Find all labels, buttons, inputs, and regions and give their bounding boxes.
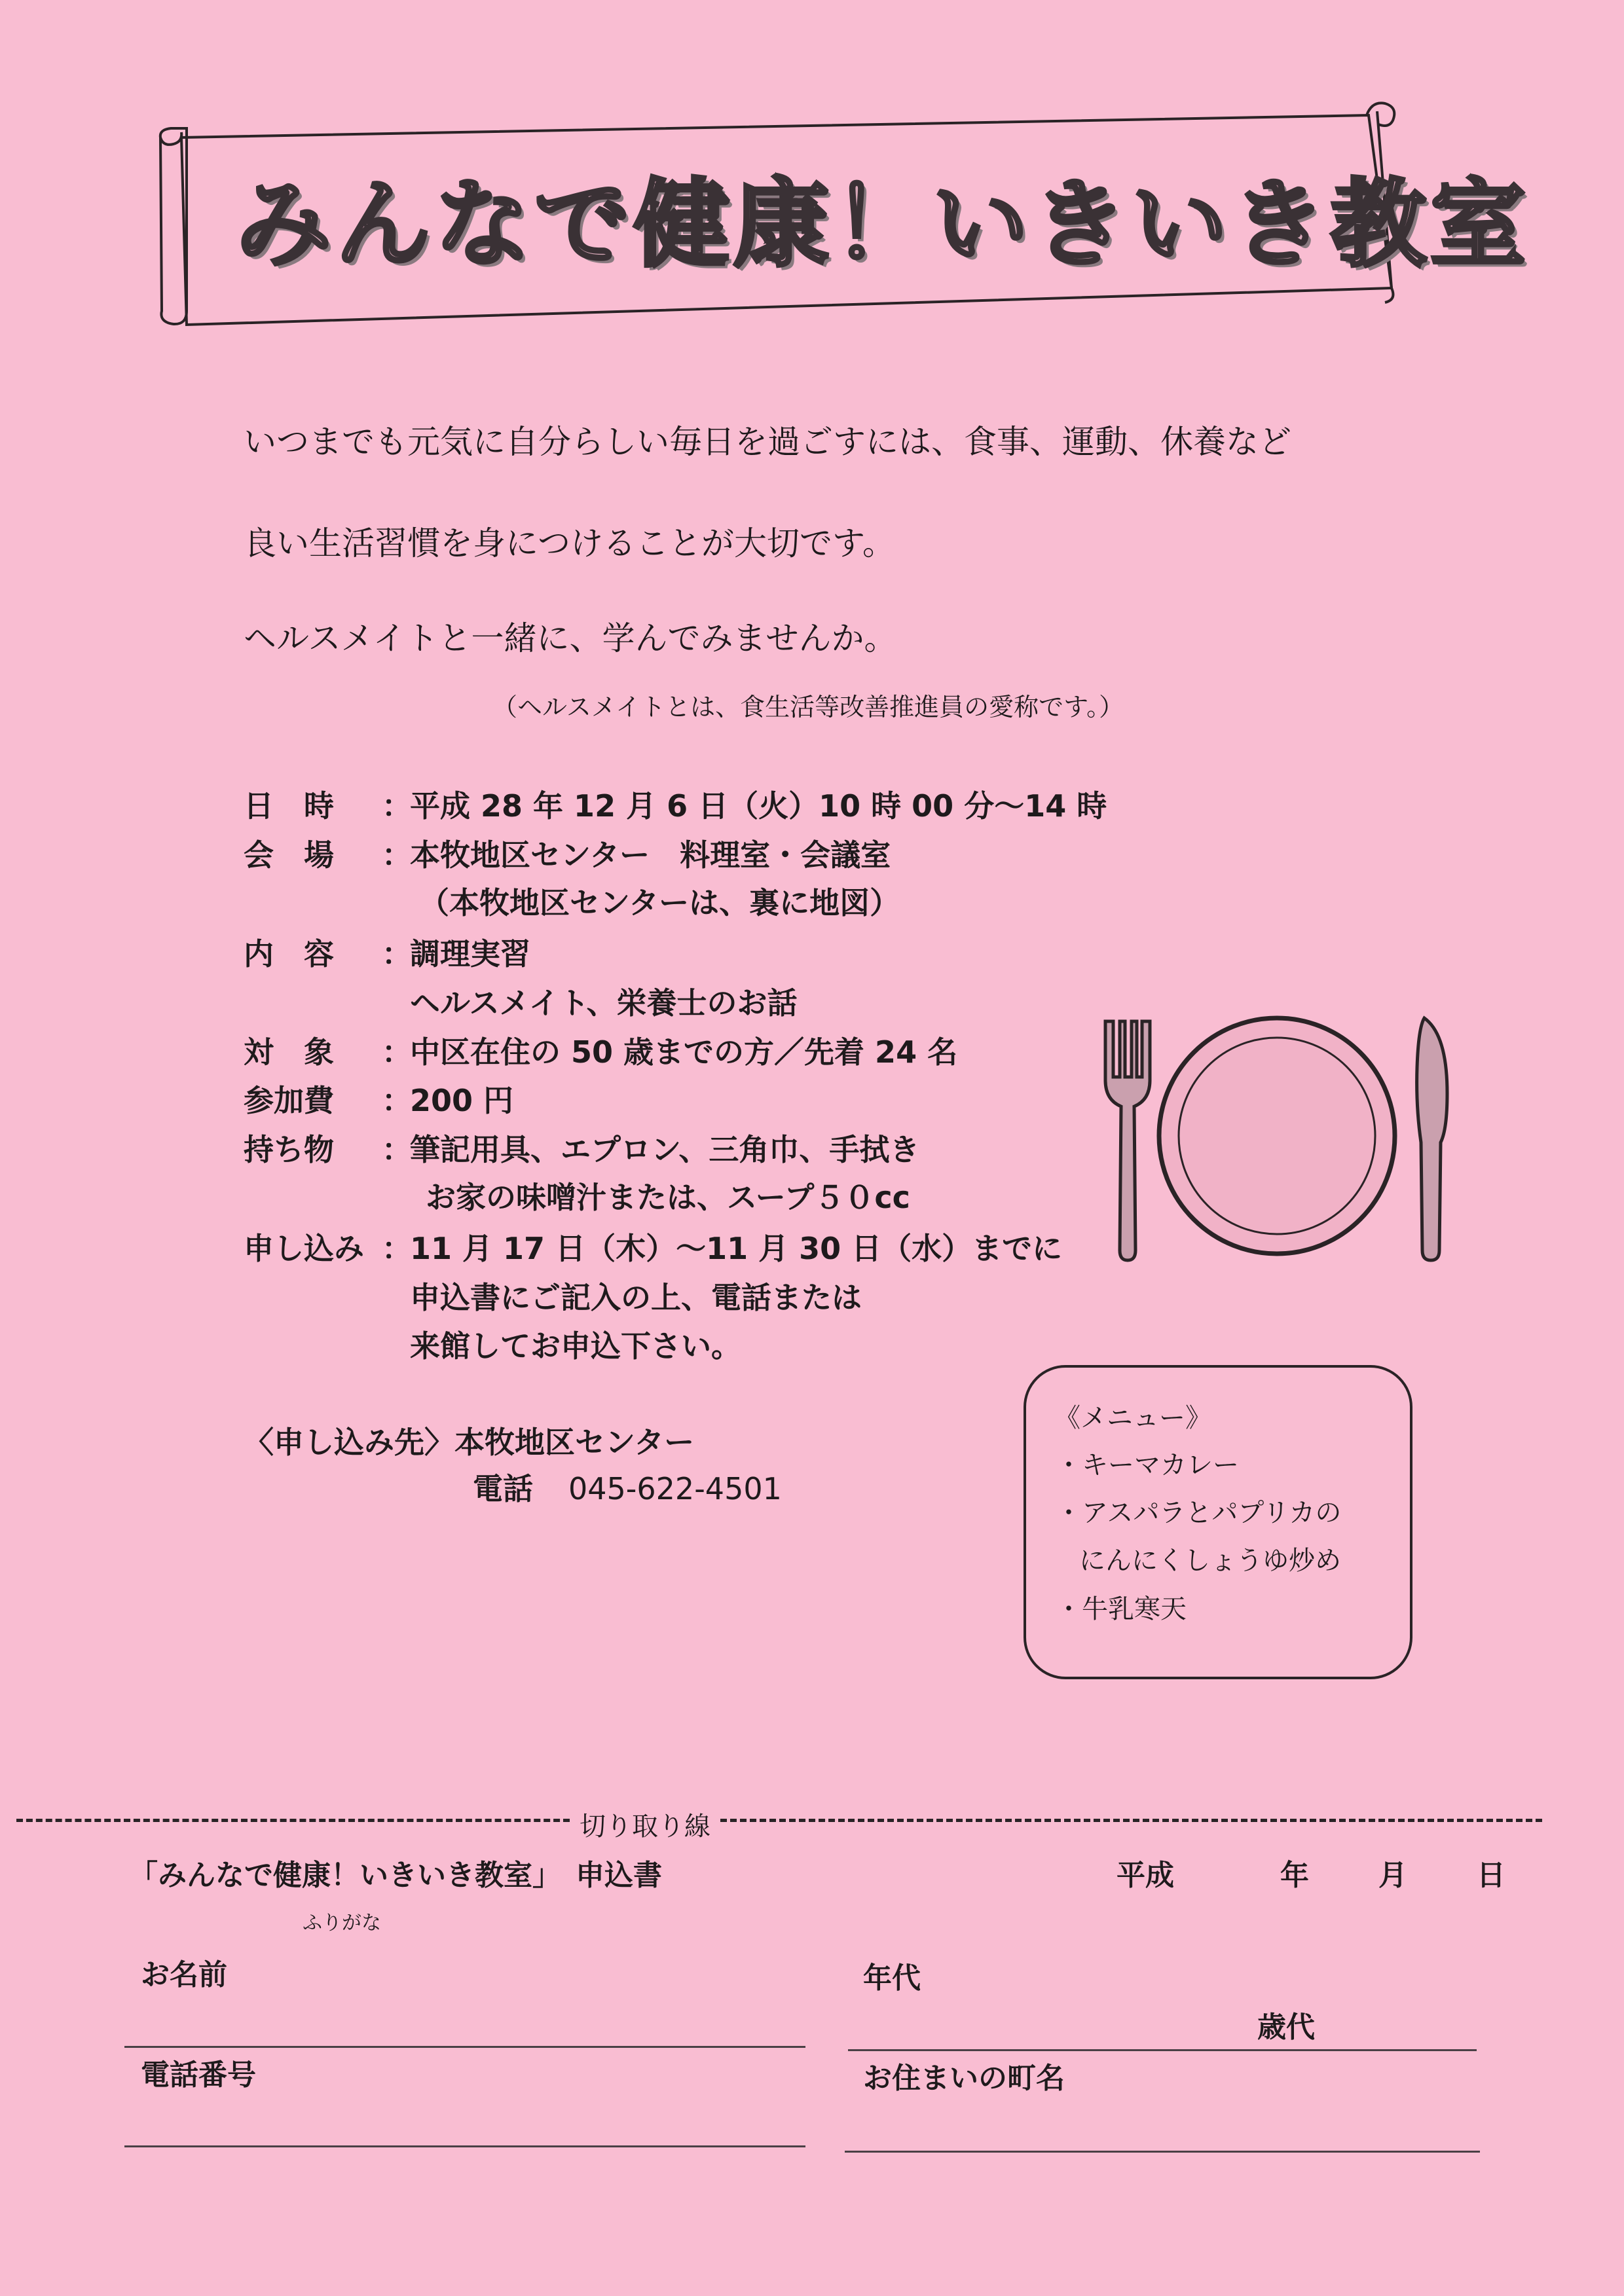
cut-line-left [16,1819,570,1822]
content-sub: ヘルスメイト、栄養士のお話 [410,985,798,1021]
phone-line[interactable] [124,2145,805,2147]
application-label: 申し込み [244,1231,364,1266]
content-colon: ： [382,936,412,972]
menu-item-2-cont: にんにくしょうゆ炒め [1079,1546,1341,1576]
name-label: お名前 [141,1958,227,1992]
form-year: 年 [1280,1859,1309,1892]
datetime-label: 日 時 [244,788,334,824]
target-colon: ： [382,1034,412,1070]
intro-line-2: 良い生活習慣を身につけることが大切です。 [244,524,895,562]
menu-item-1: ・キーマカレー [1056,1450,1239,1480]
menu-heading: 《メニュー》 [1054,1403,1211,1433]
knife-icon [1417,1018,1447,1260]
fee-label: 参加費 [244,1083,334,1118]
age-line[interactable] [848,2049,1477,2051]
age-suffix: 歳代 [1257,2011,1315,2044]
application-sub-2: 来館してお申込下さい。 [410,1328,741,1364]
contact-label: 〈申し込み先〉本牧地区センター [244,1425,695,1460]
items-label: 持ち物 [244,1132,334,1167]
items-value: 筆記用具、エプロン、三角巾、手拭き [410,1132,920,1167]
contact-phone-label: 電話 [473,1471,533,1506]
datetime-colon: ： [382,788,412,824]
target-label: 対 象 [244,1034,334,1070]
content-label: 内 容 [244,936,334,972]
target-value: 中区在住の 50 歳までの方／先着 24 名 [410,1034,958,1070]
venue-sub: （本牧地区センターは、裏に地図） [419,885,900,920]
items-sub: お家の味噌汁または、スープ５０cc [426,1180,910,1215]
page-title: みんなで健康！いきいき教室 [236,169,1530,280]
content-value: 調理実習 [410,936,530,972]
application-colon: ： [382,1231,412,1266]
application-value: 11 月 17 日（木）～11 月 30 日（水）までに [410,1231,1063,1266]
name-line[interactable] [124,2046,805,2048]
venue-label: 会 場 [244,837,334,873]
form-day: 日 [1477,1859,1505,1892]
town-line[interactable] [845,2151,1480,2153]
form-month: 月 [1378,1859,1407,1892]
venue-value: 本牧地区センター 料理室・会議室 [410,837,891,873]
intro-note: （ヘルスメイトとは、食生活等改善推進員の愛称です。） [492,693,1124,721]
menu-item-3: ・牛乳寒天 [1056,1594,1187,1624]
form-title: 「みんなで健康！いきいき教室」 申込書 [129,1859,662,1892]
items-colon: ： [382,1132,412,1167]
cut-line-label: 切り取り線 [570,1810,720,1843]
datetime-value: 平成 28 年 12 月 6 日（火）10 時 00 分～14 時 [410,788,1107,824]
intro-line-1: いつまでも元気に自分らしい毎日を過ごすには、食事、運動、休養など [244,423,1291,461]
contact-phone: 045-622-4501 [568,1471,782,1506]
intro-line-3: ヘルスメイトと一緒に、学んでみませんか。 [244,619,897,657]
form-era: 平成 [1116,1859,1174,1892]
phone-label: 電話番号 [141,2058,256,2092]
tableware-illustration [1094,1008,1460,1270]
plate-icon [1159,1018,1395,1254]
fee-value: 200 円 [410,1083,514,1118]
furigana-label: ふりがな [303,1912,381,1935]
cut-line-right [720,1819,1542,1822]
fee-colon: ： [382,1083,412,1118]
town-label: お住まいの町名 [863,2062,1065,2095]
fork-icon [1105,1021,1150,1260]
menu-item-2: ・アスパラとパプリカの [1056,1498,1342,1528]
application-sub-1: 申込書にご記入の上、電話または [410,1280,862,1315]
venue-colon: ： [382,837,412,873]
age-label: 年代 [863,1961,921,1995]
